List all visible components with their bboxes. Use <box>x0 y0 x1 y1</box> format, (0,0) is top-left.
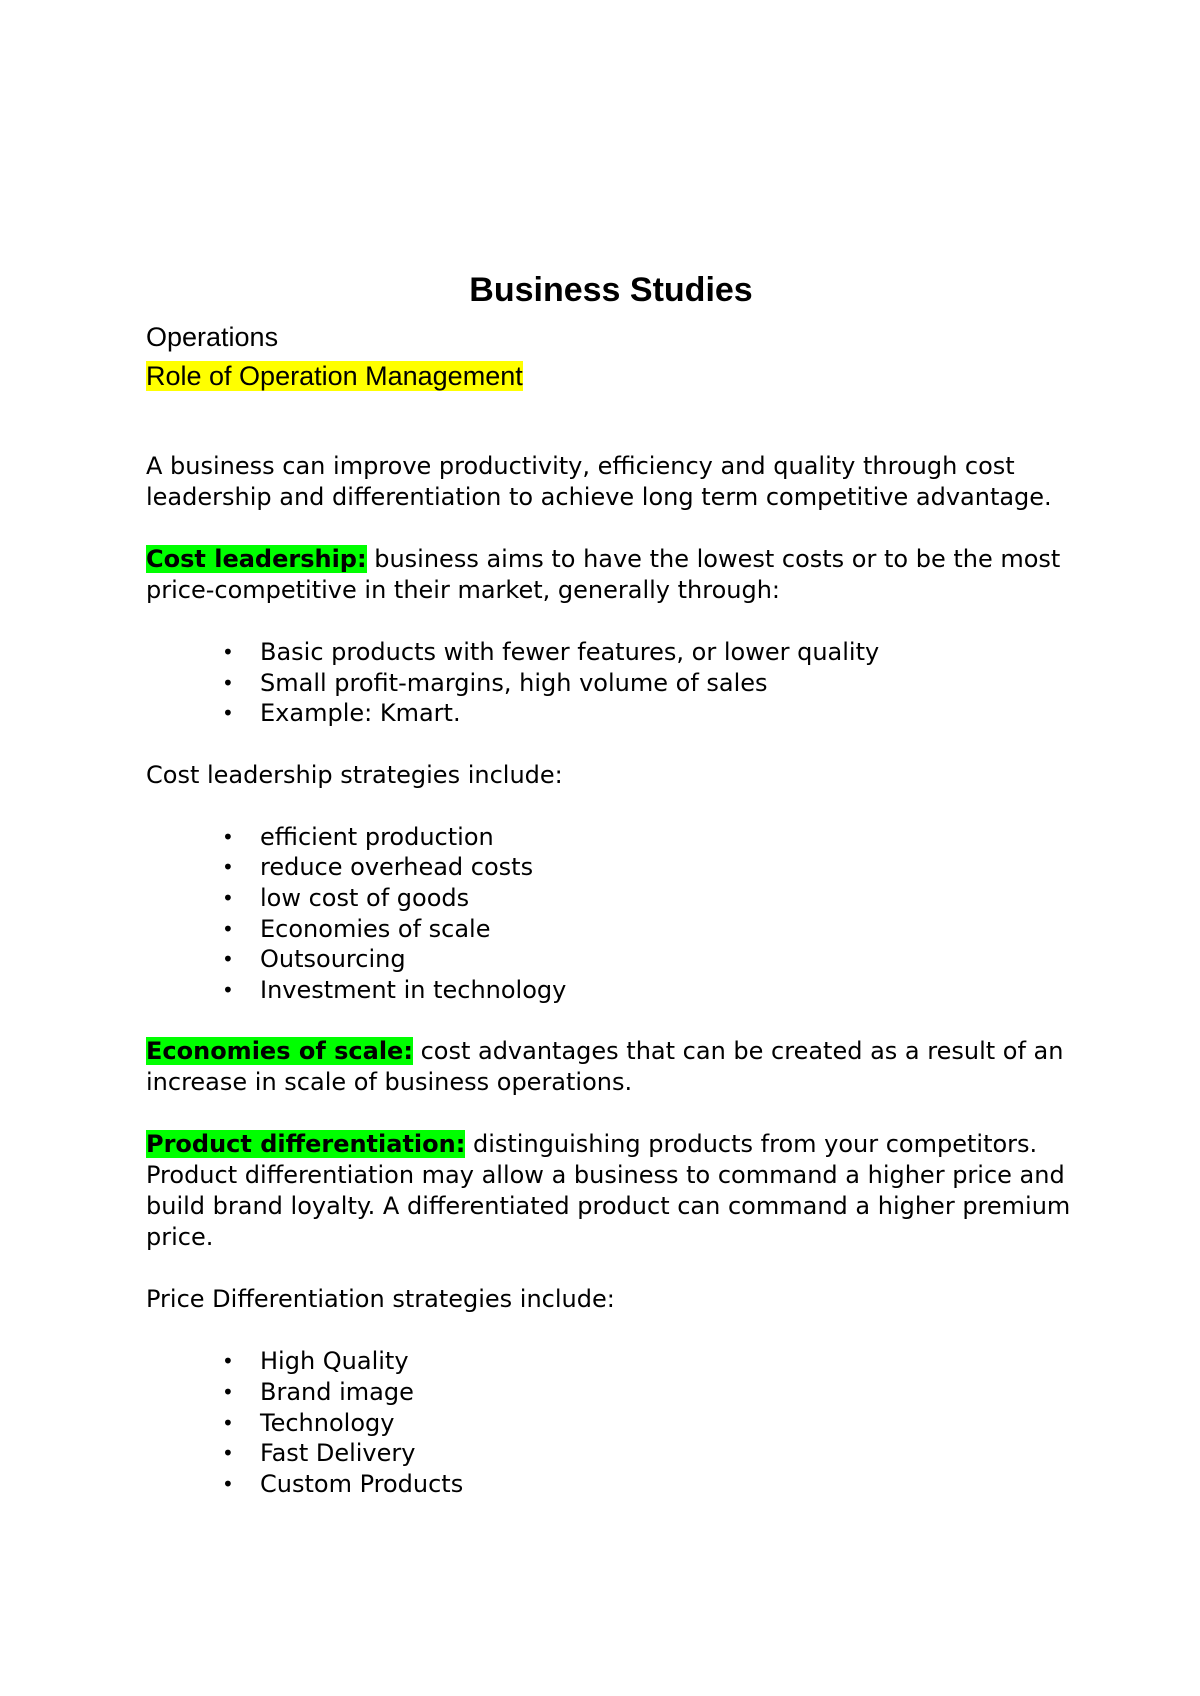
bullet-icon: • <box>222 640 234 664</box>
section-heading <box>146 318 1076 357</box>
list-item: • Brand image <box>222 1377 414 1406</box>
section-heading-text: Operations <box>146 322 279 352</box>
price-strategies-lead: Price Differentiation strategies include: <box>146 1285 615 1314</box>
bullet-icon: • <box>222 855 234 880</box>
document-title: Business Studies <box>469 271 753 309</box>
list-item: • Investment in technology <box>222 975 567 1004</box>
bullet-icon: • <box>222 1471 234 1496</box>
list-item: • Economies of scale <box>222 914 491 943</box>
cost-leadership-list <box>146 637 1076 729</box>
bullet-icon: • <box>222 947 234 972</box>
bullet-icon: • <box>222 977 234 1002</box>
list-item: • Small profit-margins, high volume of sales <box>222 668 768 697</box>
product-differentiation-term: Product differentiation: <box>146 1130 466 1159</box>
economies-of-scale-paragraph <box>146 1036 1076 1098</box>
economies-of-scale-definition: cost advantages that can be created as a result of an increase in scale of business operations. <box>146 1037 1064 1097</box>
cost-strategies-list <box>146 822 1076 1006</box>
subsection-heading-text: Role of Operation Management <box>146 361 523 391</box>
economies-of-scale-term: Economies of scale: <box>146 1037 413 1066</box>
list-item: • Outsourcing <box>222 945 406 974</box>
list-item: • High Quality <box>222 1347 409 1376</box>
list-item: • reduce overhead costs <box>222 853 534 882</box>
list-item: • Basic products with fewer features, or lower quality <box>222 638 880 666</box>
cost-leadership-definition: business aims to have the lowest costs or to be the most price-competitive in their market, generally through: <box>146 545 1061 604</box>
product-differentiation-paragraph <box>146 1129 1076 1253</box>
bullet-icon: • <box>222 885 234 910</box>
bullet-icon: • <box>222 701 234 726</box>
cost-leadership-term: Cost leadership: <box>146 545 367 573</box>
bullet-icon: • <box>222 1441 234 1466</box>
bullet-icon: • <box>222 824 234 849</box>
list-item: • low cost of goods <box>222 883 470 912</box>
list-item: • Fast Delivery <box>222 1439 416 1468</box>
bullet-icon: • <box>222 1379 234 1404</box>
bullet-icon: • <box>222 1349 234 1374</box>
bullet-icon: • <box>222 1410 234 1435</box>
list-item: • Custom Products <box>222 1469 464 1498</box>
list-item: • Example: Kmart. <box>222 699 461 728</box>
bullet-icon: • <box>222 670 234 695</box>
list-item: • efficient production <box>222 822 494 851</box>
list-item: • Technology <box>222 1408 395 1437</box>
cost-leadership-paragraph <box>146 544 1076 606</box>
subsection-heading <box>146 357 1076 396</box>
product-differentiation-definition: distinguishing products from your competitors. Product differentiation may allow a business to command a higher price and build brand loyalty. A differentiated product can command a higher premium price. <box>146 1130 1071 1252</box>
price-strategies-list <box>146 1346 1076 1499</box>
intro-paragraph: A business can improve productivity, efficiency and quality through cost leadership and differentiation to achieve long term competitive advantage. <box>146 452 1052 511</box>
document-page <box>146 268 1076 1499</box>
bullet-icon: • <box>222 916 234 941</box>
cost-strategies-lead: Cost leadership strategies include: <box>146 760 563 789</box>
